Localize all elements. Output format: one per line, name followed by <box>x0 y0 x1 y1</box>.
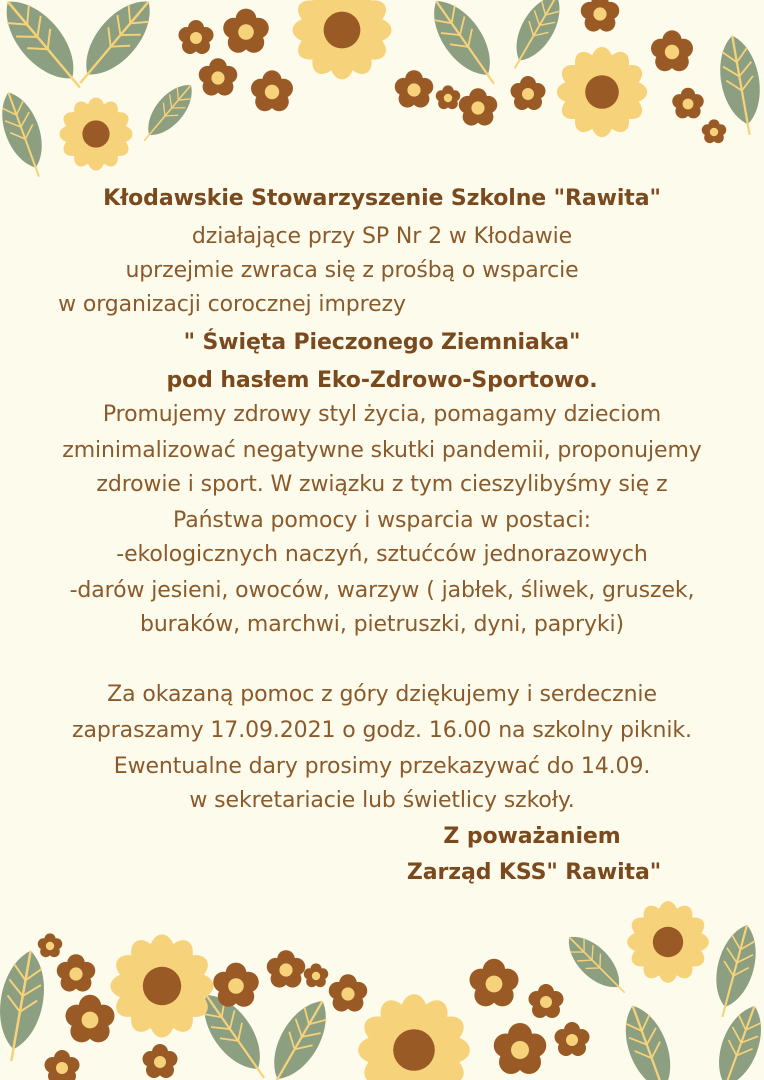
leaf-icon <box>714 32 764 138</box>
leaf-icon <box>705 1000 764 1080</box>
small-flower-icon <box>459 88 498 125</box>
sunflower-icon <box>110 934 213 1037</box>
sunflower-icon <box>358 994 470 1080</box>
small-flower-icon <box>470 959 519 1007</box>
thanks-line-2: zapraszamy 17.09.2021 o godz. 16.00 na szkolny piknik. <box>72 718 692 743</box>
donation-item-2: -darów jesieni, owoców, warzyw ( jabłek, śliwek, gruszek, <box>69 578 695 603</box>
leaf-icon <box>615 999 685 1080</box>
leaf-icon <box>134 76 202 149</box>
event-motto: pod hasłem Eko-Zdrowo-Sportowo. <box>166 368 598 393</box>
leaf-icon <box>0 947 51 1065</box>
small-flower-icon <box>199 58 238 95</box>
sunflower-icon <box>627 901 709 983</box>
signature: Zarząd KSS" Rawita" <box>406 860 662 885</box>
sunflower-icon <box>557 47 647 137</box>
floral-border-bottom <box>0 890 764 1080</box>
leaf-icon <box>0 0 96 101</box>
body-line-2: zminimalizować negatywne skutki pandemii, proponujemy <box>62 438 702 463</box>
small-flower-icon <box>555 1022 590 1056</box>
small-flower-icon <box>251 70 293 111</box>
thanks-line-1: Za okazaną pomoc z góry dziękujemy i serdecznie <box>107 682 657 707</box>
body-line-3: zdrowie i sport. W związku z tym cieszylibyśmy się z <box>96 472 668 497</box>
small-flower-icon <box>304 963 329 987</box>
small-flower-icon <box>581 0 620 32</box>
small-flower-icon <box>511 76 546 110</box>
request-line: uprzejmie zwraca się z prośbą o wsparcie <box>125 258 579 283</box>
floral-border-top <box>0 0 764 190</box>
leaf-icon <box>65 0 164 96</box>
event-name: " Święta Pieczonego Ziemniaka" <box>183 330 581 355</box>
leaf-icon <box>256 992 339 1080</box>
small-flower-icon <box>267 950 306 987</box>
leaf-icon <box>421 0 510 95</box>
donation-item-3: buraków, marchwi, pietruszki, dyni, papryki) <box>139 612 625 637</box>
leaf-icon <box>501 0 570 76</box>
small-flower-icon <box>702 119 727 143</box>
sunflower-icon <box>293 0 392 79</box>
small-flower-icon <box>494 1023 547 1074</box>
school-line: działające przy SP Nr 2 w Kłodawie <box>191 224 573 249</box>
leaf-icon <box>0 87 55 183</box>
donation-item-1: -ekologicznych naczyń, sztućców jednorazowych <box>116 542 648 567</box>
small-flower-icon <box>395 70 434 107</box>
small-flower-icon <box>223 9 269 53</box>
small-flower-icon <box>179 20 214 54</box>
thanks-line-3: Ewentualne dary prosimy przekazywać do 14.09. <box>113 754 651 779</box>
organization-heading: Kłodawskie Stowarzyszenie Szkolne "Rawita" <box>103 186 661 211</box>
small-flower-icon <box>529 984 564 1018</box>
small-flower-icon <box>213 963 259 1007</box>
small-flower-icon <box>66 995 115 1043</box>
small-flower-icon <box>45 1050 80 1080</box>
small-flower-icon <box>143 1044 178 1078</box>
leaf-icon <box>559 927 635 1003</box>
body-line-4: Państwa pomocy i wsparcia w postaci: <box>173 508 591 533</box>
sunflower-icon <box>59 97 132 170</box>
small-flower-icon <box>38 933 63 957</box>
body-line-1: Promujemy zdrowy styl życia, pomagamy dzieciom <box>102 402 662 427</box>
small-flower-icon <box>651 30 693 71</box>
small-flower-icon <box>57 954 96 991</box>
small-flower-icon <box>329 974 368 1011</box>
thanks-line-4: w sekretariacie lub świetlicy szkoły. <box>189 788 575 813</box>
small-flower-icon <box>672 88 704 119</box>
closing: Z poważaniem <box>443 824 621 849</box>
organization-line: w organizacji corocznej imprezy <box>58 292 406 317</box>
small-flower-icon <box>436 85 461 109</box>
